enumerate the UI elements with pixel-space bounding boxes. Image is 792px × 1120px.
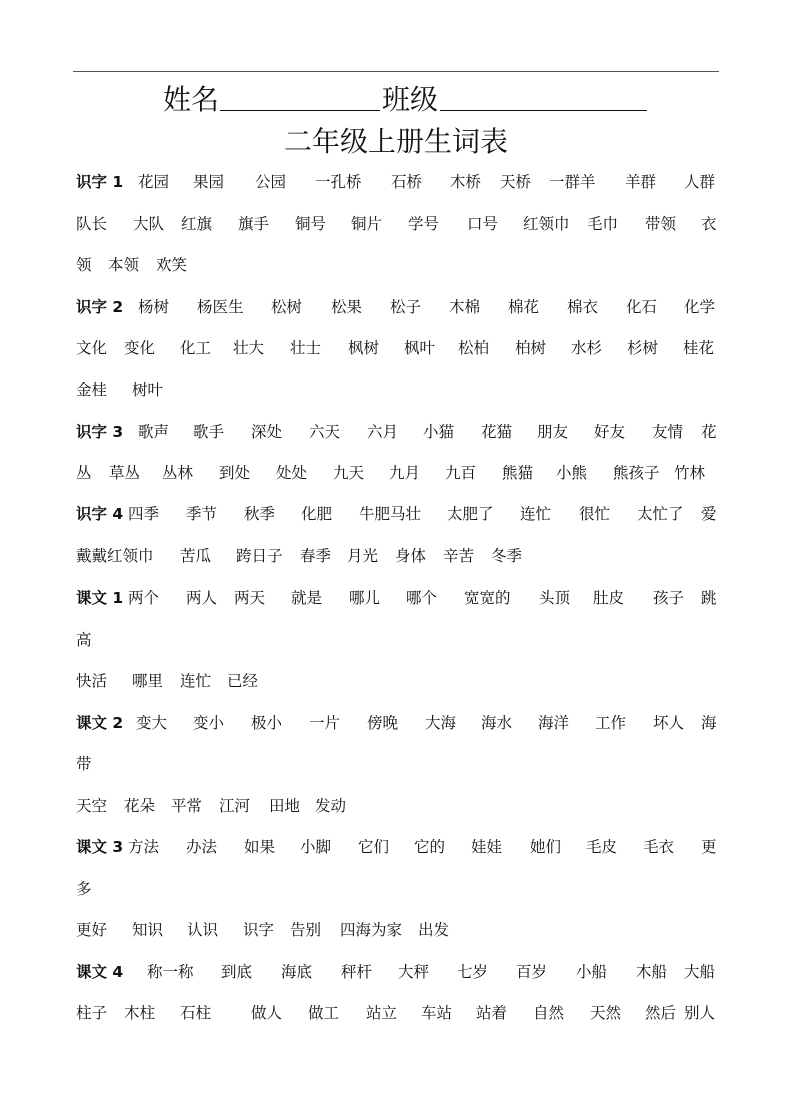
section-label: 课文 2: [76, 714, 124, 732]
vocab-word: 它的: [414, 838, 446, 856]
vocab-word: 海: [701, 714, 717, 732]
vocab-word: 更: [701, 838, 717, 856]
vocab-line: [0, 253, 792, 275]
vocab-word: 毛皮: [586, 838, 618, 856]
vocab-word: 化肥: [301, 505, 333, 523]
vocab-word: 变小: [193, 714, 225, 732]
vocab-word: 木桥: [450, 173, 482, 191]
vocab-word: 木船: [636, 963, 668, 981]
vocab-word: 车站: [421, 1004, 453, 1022]
vocab-word: 花园: [138, 173, 170, 191]
vocab-word: 跨日子: [236, 547, 283, 565]
vocab-word: 旗手: [238, 215, 270, 233]
vocab-word: 认识: [187, 921, 219, 939]
vocab-line: [0, 212, 792, 234]
vocab-word: 宽宽的: [464, 589, 511, 607]
vocab-word: 哪儿: [349, 589, 381, 607]
vocab-word: 连忙: [520, 505, 552, 523]
vocab-word: 友情: [652, 423, 684, 441]
vocab-word: 桂花: [683, 339, 715, 357]
vocab-word: 红领巾: [523, 215, 570, 233]
vocab-word: 自然: [533, 1004, 565, 1022]
vocab-word: 秋季: [244, 505, 276, 523]
vocab-line: [0, 586, 792, 608]
vocab-word: 跳: [701, 589, 717, 607]
vocab-word: 丛林: [162, 464, 194, 482]
vocab-word: 季节: [186, 505, 218, 523]
vocab-word: 红旗: [181, 215, 213, 233]
vocab-word: 口号: [467, 215, 499, 233]
vocab-word: 太肥了: [447, 505, 494, 523]
section-label: 课文 1: [76, 589, 124, 607]
class-blank[interactable]: [440, 78, 647, 111]
vocab-word: 四季: [128, 505, 160, 523]
vocab-word: 变大: [136, 714, 168, 732]
name-class-line: [0, 78, 792, 118]
vocab-word: 本领: [108, 256, 140, 274]
vocab-word: 大船: [684, 963, 716, 981]
vocab-word: 队长: [76, 215, 108, 233]
vocab-word: 天然: [590, 1004, 622, 1022]
vocab-word: 大海: [425, 714, 457, 732]
vocab-word: 发动: [315, 797, 347, 815]
vocab-word: 孩子: [653, 589, 685, 607]
vocab-word: 肚皮: [593, 589, 625, 607]
vocab-word: 两人: [186, 589, 218, 607]
section-label: 课文 4: [76, 963, 124, 981]
vocab-word: 小船: [576, 963, 608, 981]
vocab-word: 小熊: [556, 464, 588, 482]
vocab-word: 柏树: [515, 339, 547, 357]
vocab-word: 称一称: [147, 963, 194, 981]
vocab-word: 熊孩子: [613, 464, 660, 482]
vocab-word: 高: [76, 631, 92, 649]
vocab-word: 欢笑: [156, 256, 188, 274]
vocab-line: [0, 628, 792, 650]
vocab-word: 人群: [684, 173, 716, 191]
vocab-word: 天桥: [500, 173, 532, 191]
vocab-word: 枫树: [348, 339, 380, 357]
vocab-word: 太忙了: [637, 505, 684, 523]
vocab-line: [0, 420, 792, 442]
vocab-word: 办法: [186, 838, 218, 856]
vocab-word: 告别: [290, 921, 322, 939]
vocab-word: 海水: [481, 714, 513, 732]
vocab-word: 花猫: [481, 423, 513, 441]
vocab-word: 壮士: [290, 339, 322, 357]
vocab-word: 四海为家: [340, 921, 403, 939]
vocab-word: 石柱: [180, 1004, 212, 1022]
vocab-word: 花朵: [124, 797, 156, 815]
vocab-word: 松果: [331, 298, 363, 316]
vocab-word: 衣: [701, 215, 717, 233]
vocab-word: 如果: [244, 838, 276, 856]
vocab-word: 极小: [251, 714, 283, 732]
vocab-word: 牛肥马壮: [359, 505, 422, 523]
vocab-word: 连忙: [180, 672, 212, 690]
vocab-word: 冬季: [491, 547, 523, 565]
vocab-word: 到处: [219, 464, 251, 482]
vocab-word: 坏人: [653, 714, 685, 732]
vocab-word: 枫叶: [404, 339, 436, 357]
name-blank[interactable]: [220, 78, 380, 111]
vocab-word: 它们: [358, 838, 390, 856]
vocab-word: 苦瓜: [180, 547, 212, 565]
vocab-word: 一孔桥: [315, 173, 362, 191]
vocab-line: [0, 544, 792, 566]
vocab-word: 快活: [76, 672, 108, 690]
vocab-word: 一片: [309, 714, 341, 732]
vocab-word: 深处: [251, 423, 283, 441]
class-label: 班级: [382, 83, 439, 116]
vocab-word: 天空: [76, 797, 108, 815]
vocab-word: 花: [701, 423, 717, 441]
vocab-word: 变化: [124, 339, 156, 357]
vocab-word: 头顶: [539, 589, 571, 607]
vocab-word: 文化: [76, 339, 108, 357]
vocab-word: 辛苦: [443, 547, 475, 565]
vocab-word: 到底: [221, 963, 253, 981]
vocab-line: [0, 170, 792, 192]
top-rule: [73, 71, 719, 72]
vocab-word: 江河: [219, 797, 251, 815]
vocab-word: 田地: [269, 797, 301, 815]
vocab-word: 娃娃: [471, 838, 503, 856]
vocab-line: [0, 378, 792, 400]
vocab-word: 两个: [128, 589, 160, 607]
vocab-word: 石桥: [391, 173, 423, 191]
vocab-word: 松柏: [458, 339, 490, 357]
vocab-word: 化学: [684, 298, 716, 316]
vocab-word: 草丛: [109, 464, 141, 482]
vocab-word: 小猫: [423, 423, 455, 441]
vocab-word: 化石: [626, 298, 658, 316]
vocab-word: 已经: [227, 672, 259, 690]
vocab-line: [0, 295, 792, 317]
vocab-word: 熊猫: [502, 464, 534, 482]
vocab-word: 金桂: [76, 381, 108, 399]
vocab-word: 工作: [595, 714, 627, 732]
section-label: 课文 3: [76, 838, 124, 856]
vocab-word: 哪个: [406, 589, 438, 607]
vocab-word: 方法: [128, 838, 160, 856]
vocab-word: 领: [76, 256, 92, 274]
vocab-word: 铜片: [351, 215, 383, 233]
vocab-line: [0, 336, 792, 358]
vocab-word: 九百: [445, 464, 477, 482]
vocab-word: 学号: [408, 215, 440, 233]
vocab-word: 木柱: [124, 1004, 156, 1022]
vocab-line: [0, 960, 792, 982]
vocab-word: 出发: [418, 921, 450, 939]
vocab-line: [0, 835, 792, 857]
vocab-word: 果园: [193, 173, 225, 191]
vocab-word: 铜号: [295, 215, 327, 233]
vocab-word: 秤杆: [341, 963, 373, 981]
vocab-word: 树叶: [132, 381, 164, 399]
vocab-word: 平常: [171, 797, 203, 815]
vocab-word: 带: [76, 755, 92, 773]
vocab-word: 大秤: [398, 963, 430, 981]
vocab-word: 羊群: [625, 173, 657, 191]
vocab-word: 百岁: [516, 963, 548, 981]
vocab-word: 七岁: [457, 963, 489, 981]
vocab-word: 松子: [390, 298, 422, 316]
vocab-word: 水杉: [571, 339, 603, 357]
vocab-word: 杨树: [138, 298, 170, 316]
vocab-word: 识字: [243, 921, 275, 939]
vocab-word: 杉树: [627, 339, 659, 357]
vocab-word: 大队: [133, 215, 165, 233]
vocab-word: 丛: [76, 464, 92, 482]
vocab-word: 站立: [366, 1004, 398, 1022]
vocab-word: 带领: [645, 215, 677, 233]
vocab-word: 一群羊: [549, 173, 596, 191]
vocab-word: 松树: [271, 298, 303, 316]
section-label: 识字 1: [76, 173, 124, 191]
vocab-line: [0, 918, 792, 940]
vocab-line: [0, 711, 792, 733]
vocab-word: 公园: [255, 173, 287, 191]
vocab-word: 棉衣: [567, 298, 599, 316]
section-label: 识字 3: [76, 423, 124, 441]
vocab-word: 她们: [530, 838, 562, 856]
vocab-word: 化工: [180, 339, 212, 357]
vocab-word: 做工: [308, 1004, 340, 1022]
vocab-word: 柱子: [76, 1004, 108, 1022]
vocab-word: 六月: [367, 423, 399, 441]
vocab-word: 海洋: [538, 714, 570, 732]
vocab-word: 然后: [645, 1004, 677, 1022]
vocab-word: 歌手: [193, 423, 225, 441]
section-label: 识字 2: [76, 298, 124, 316]
vocab-word: 站着: [476, 1004, 508, 1022]
vocab-word: 海底: [281, 963, 313, 981]
vocab-line: [0, 752, 792, 774]
vocab-word: 九月: [389, 464, 421, 482]
vocab-word: 处处: [276, 464, 308, 482]
vocab-word: 九天: [333, 464, 365, 482]
name-label: 姓名: [163, 83, 220, 116]
vocab-word: 别人: [684, 1004, 716, 1022]
vocab-word: 做人: [251, 1004, 283, 1022]
vocab-word: 壮大: [233, 339, 265, 357]
vocab-line: [0, 669, 792, 691]
section-label: 识字 4: [76, 505, 124, 523]
vocab-word: 哪里: [132, 672, 164, 690]
vocab-word: 很忙: [579, 505, 611, 523]
vocab-word: 春季: [300, 547, 332, 565]
vocab-word: 戴戴红领巾: [76, 547, 154, 565]
vocab-word: 两天: [234, 589, 266, 607]
vocab-line: [0, 1001, 792, 1023]
vocab-word: 月光: [347, 547, 379, 565]
vocab-word: 六天: [309, 423, 341, 441]
vocab-word: 小脚: [300, 838, 332, 856]
vocab-word: 就是: [291, 589, 323, 607]
vocab-word: 爱: [701, 505, 717, 523]
vocab-word: 杨医生: [197, 298, 244, 316]
vocab-line: [0, 461, 792, 483]
vocab-word: 棉花: [508, 298, 540, 316]
vocab-word: 傍晚: [367, 714, 399, 732]
vocab-word: 更好: [76, 921, 108, 939]
vocab-line: [0, 794, 792, 816]
vocab-word: 朋友: [537, 423, 569, 441]
vocab-word: 歌声: [138, 423, 170, 441]
vocab-word: 木棉: [449, 298, 481, 316]
vocab-word: 竹林: [674, 464, 706, 482]
vocab-word: 毛衣: [643, 838, 675, 856]
vocab-word: 知识: [132, 921, 164, 939]
doc-title: 二年级上册生词表: [283, 125, 508, 158]
vocab-word: 毛巾: [587, 215, 619, 233]
vocab-word: 好友: [594, 423, 626, 441]
vocab-line: [0, 877, 792, 899]
vocab-line: [0, 502, 792, 524]
vocab-word: 身体: [395, 547, 427, 565]
vocab-word: 多: [76, 880, 92, 898]
